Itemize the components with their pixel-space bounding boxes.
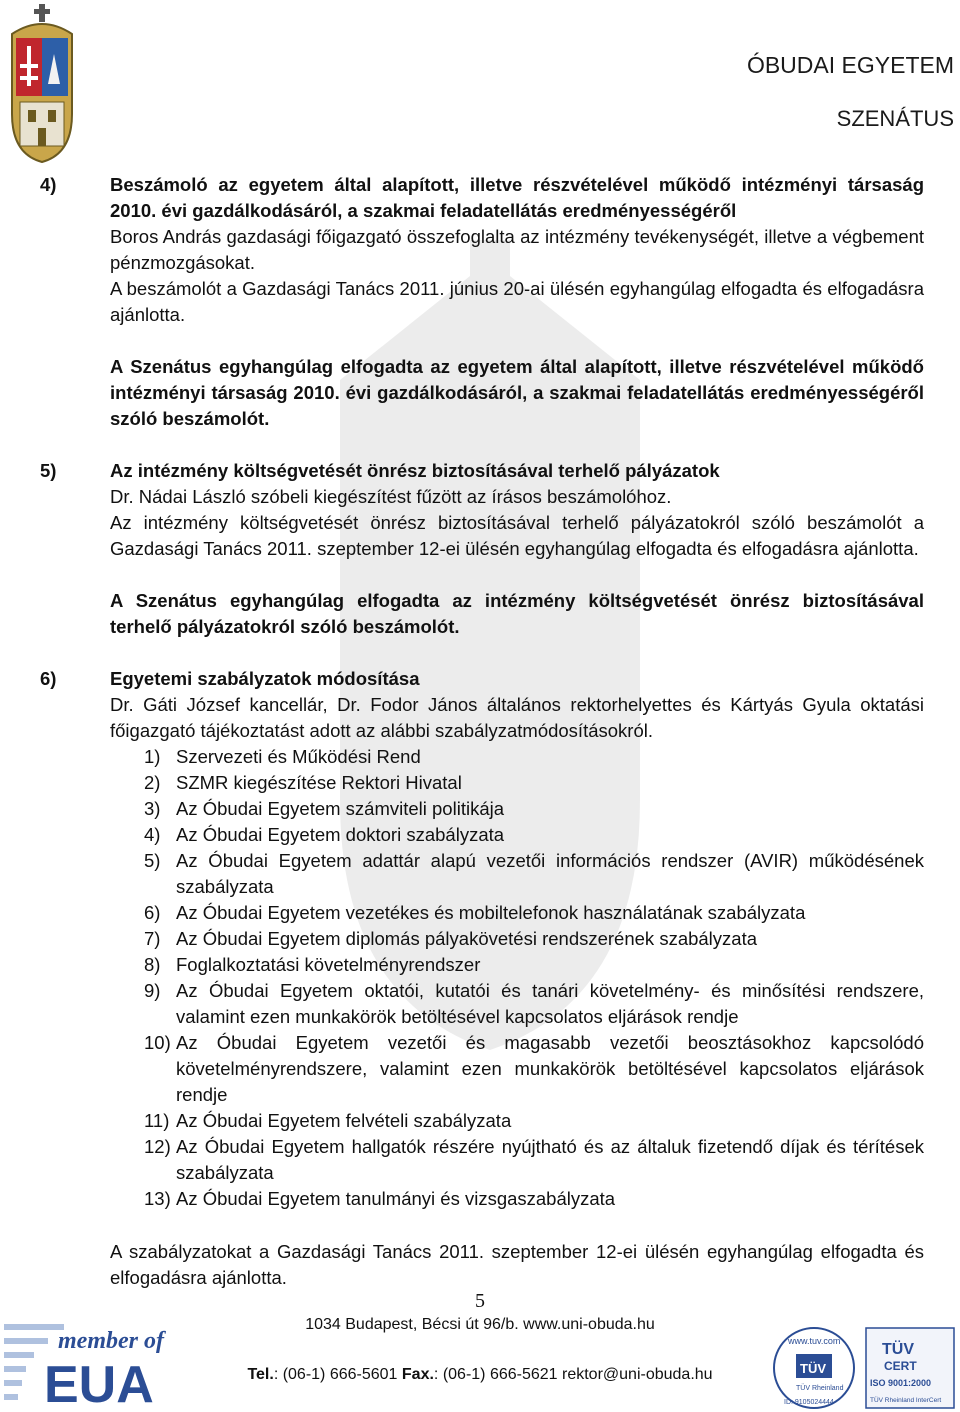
paragraph: A beszámolót a Gazdasági Tanács 2011. június 20-ai ülésén egyhangúlag elfogadta és elfogadásra ajánlotta. (110, 278, 924, 325)
section-number: 5) (40, 460, 57, 481)
regulation-item (110, 1108, 924, 1134)
regulation-number: 9) (144, 980, 161, 1001)
regulation-title: Az Óbudai Egyetem tanulmányi és vizsgaszabályzata (176, 1188, 616, 1209)
regulation-item (110, 822, 924, 848)
regulation-title: Az Óbudai Egyetem diplomás pályakövetési rendszerének szabályzata (176, 928, 758, 949)
regulation-title: Foglalkoztatási követelményrendszer (176, 954, 481, 975)
tuv-brand-text: TÜV (800, 1361, 826, 1376)
tuv-cert-text: CERT (884, 1359, 917, 1373)
regulation-number: 3) (144, 798, 161, 819)
section-heading: Az intézmény költségvetését önrész biztosításával terhelő pályázatok (110, 460, 720, 481)
regulation-title: Az Óbudai Egyetem vezetői és magasabb vezetői beosztásokhoz kapcsolódó követelményrendszere, valamint ezen munkakörök betöltésével kapcsolatos eljárások rendje (176, 1032, 924, 1105)
regulation-number: 4) (144, 824, 161, 845)
section-5 (40, 458, 924, 640)
regulation-title: Szervezeti és Működési Rend (176, 746, 421, 767)
regulation-item (110, 926, 924, 952)
tuv-rheinland-text: TÜV Rheinland (796, 1385, 844, 1392)
regulation-number: 7) (144, 928, 161, 949)
regulation-number: 1) (144, 746, 161, 767)
regulation-item (110, 848, 924, 900)
section-6 (40, 666, 924, 1291)
section-number: 4) (40, 174, 57, 195)
tuv-intercert-text: TÜV Rheinland InterCert (870, 1397, 942, 1404)
section-heading: Egyetemi szabályzatok módosítása (110, 668, 420, 689)
section-4 (40, 172, 924, 432)
tuv-brand-text-2: TÜV (882, 1341, 914, 1358)
page-number: 5 (475, 1290, 485, 1312)
regulation-item (110, 978, 924, 1030)
regulation-title: Az Óbudai Egyetem oktatói, kutatói és tanári követelmény- és minősítési rendszere, valamint ezen munkakörök betöltésével kapcsolatos eljárások rendje (176, 980, 924, 1027)
fax-number: : (06-1) 666-5621 rektor@uni-obuda.hu (433, 1366, 713, 1383)
senate-header: SZENÁTUS (836, 106, 954, 131)
regulations-list (110, 744, 924, 1212)
regulation-number: 11) (144, 1110, 170, 1131)
university-name-header: ÓBUDAI EGYETEM (746, 52, 954, 78)
regulation-item (110, 744, 924, 770)
iso-text: ISO 9001:2000 (870, 1378, 932, 1388)
regulation-item (110, 1186, 924, 1212)
paragraph: Boros András gazdasági főigazgató összefoglalta az intézmény tevékenységét, illetve a végbement pénzmozgásokat. (110, 226, 924, 273)
fax-label: Fax. (401, 1366, 434, 1383)
section-number: 6) (40, 668, 57, 689)
regulation-title: Az Óbudai Egyetem hallgatók részére nyújtható és az általuk fizetendő díjak és térítések szabályzata (176, 1136, 924, 1183)
regulation-number: 13) (144, 1188, 171, 1209)
regulation-item (110, 770, 924, 796)
resolution: A Szenátus egyhangúlag elfogadta az intézmény költségvetését önrész biztosításával terhelő pályázatokról szóló beszámolót. (110, 590, 924, 637)
paragraph: Az intézmény költségvetését önrész biztosításával terhelő pályázatokról szóló beszámolót a Gazdasági Tanács 2011. szeptember 12-ei ülésén egyhangúlag elfogadta és elfogadásra ajánlotta. (110, 512, 924, 559)
regulation-item (110, 1134, 924, 1186)
regulation-number: 12) (144, 1136, 171, 1157)
regulation-title: Az Óbudai Egyetem számviteli politikája (176, 798, 505, 819)
regulation-title: Az Óbudai Egyetem doktori szabályzata (176, 824, 505, 845)
regulation-title: Az Óbudai Egyetem vezetékes és mobiltelefonok használatának szabályzata (176, 902, 806, 923)
tel-number: : (06-1) 666-5601 (273, 1366, 398, 1383)
document-body (40, 172, 924, 1291)
paragraph: Dr. Nádai László szóbeli kiegészítést fűzött az írásos beszámolóhoz. (110, 486, 672, 507)
regulation-number: 6) (144, 902, 161, 923)
resolution: A Szenátus egyhangúlag elfogadta az egyetem által alapított, illetve részvételével működő intézményi társaság 2010. évi gazdálkodásáról, a szakmai feladatellátás eredményességéről szóló beszámolót. (110, 356, 924, 429)
regulation-item (110, 1030, 924, 1108)
regulation-number: 2) (144, 772, 161, 793)
eua-text: EUA (44, 1356, 154, 1408)
regulation-item (110, 900, 924, 926)
regulation-number: 10) (144, 1032, 171, 1053)
regulation-title: Az Óbudai Egyetem adattár alapú vezetői információs rendszer (AVIR) működésének szabályzata (176, 850, 924, 897)
regulation-item (110, 952, 924, 978)
tuv-certification-logo (770, 1324, 956, 1410)
closing-paragraph: A szabályzatokat a Gazdasági Tanács 2011. szeptember 12-ei ülésén egyhangúlag elfogadta és elfogadásra ajánlotta. (110, 1241, 924, 1288)
section-heading: Beszámoló az egyetem által alapított, illetve részvételével működő intézményi társaság 2010. évi gazdálkodásáról, a szakmai feladatellátás eredményességéről (110, 174, 924, 221)
eua-member-logo (4, 1322, 204, 1408)
eua-member-text: member of (58, 1328, 164, 1354)
paragraph: Dr. Gáti József kancellár, Dr. Fodor János általános rektorhelyettes és Kártyás Gyula oktatási főigazgató tájékoztatást adott az alábbi szabályzatmódosításokról. (110, 694, 924, 741)
tuv-url: www.tuv.com (788, 1336, 841, 1346)
regulation-number: 8) (144, 954, 161, 975)
tel-label: Tel. (247, 1366, 274, 1383)
tuv-id: ID: 9105024444 (784, 1399, 834, 1406)
footer-address: 1034 Budapest, Bécsi út 96/b. www.uni-obuda.hu (305, 1316, 655, 1333)
regulation-title: SZMR kiegészítése Rektori Hivatal (176, 772, 462, 793)
university-crest-logo (6, 4, 78, 164)
regulation-item (110, 796, 924, 822)
regulation-number: 5) (144, 850, 161, 871)
regulation-title: Az Óbudai Egyetem felvételi szabályzata (176, 1110, 512, 1131)
